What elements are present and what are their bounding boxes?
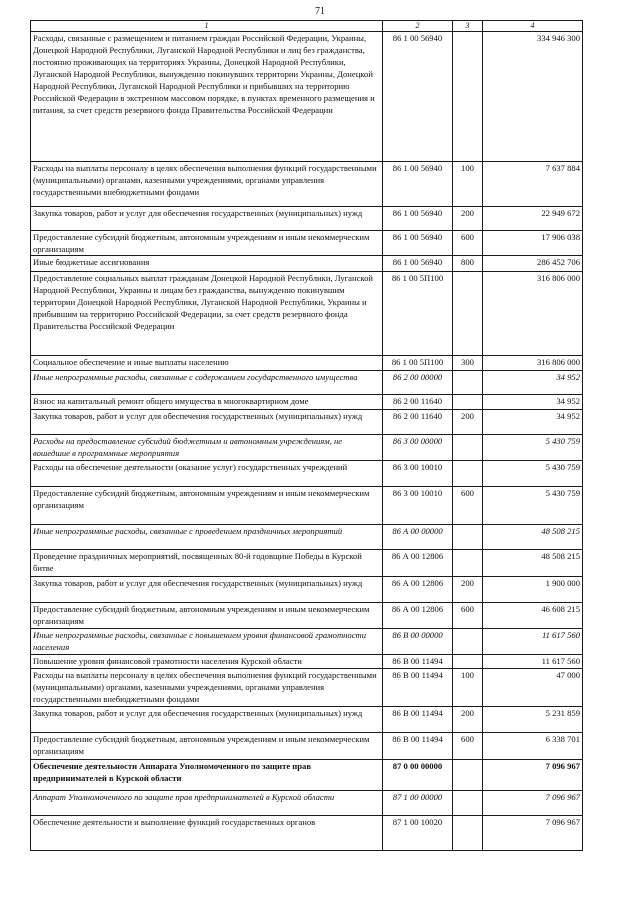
table-row [31, 733, 583, 760]
row-sum-cell: 334 946 300 [483, 32, 583, 162]
table-row [31, 760, 583, 791]
row-sum-cell: 1 900 000 [483, 577, 583, 603]
row-sum-cell: 34 952 [483, 410, 583, 435]
row-sum-cell: 34 952 [483, 371, 583, 395]
row-name-cell: Предоставление социальных выплат гражданам Донецкой Народной Республики, Луганской Народной Республики, Украины и лицам без гражданства, вынужденно покинувшим территории Донецкой Народной Республики, Луганской Народной Республики, Украины и прибывшим на территорию Российской Федерации, за счет средств резервного фонда Правительства Российской Федерации [31, 272, 383, 356]
header-row [31, 21, 583, 32]
row-code-cell: 86 1 00 5П100 [383, 356, 453, 371]
table-row [31, 395, 583, 410]
row-code-cell: 86 В 00 11494 [383, 669, 453, 707]
row-code-cell: 86 В 00 00000 [383, 629, 453, 655]
table-row [31, 487, 583, 525]
header-col-sum: 4 [483, 21, 583, 32]
row-sum-cell: 7 096 967 [483, 816, 583, 851]
table-row [31, 577, 583, 603]
table-row [31, 669, 583, 707]
table-row [31, 256, 583, 272]
table-row [31, 791, 583, 816]
row-name-cell: Расходы на выплаты персоналу в целях обеспечения выполнения функций государственными (муниципальными) органами, казенными учреждениями, органами управления государственными внебюджетными фондами [31, 162, 383, 207]
row-vr-cell [453, 435, 483, 461]
header-col-name: 1 [31, 21, 383, 32]
row-vr-cell [453, 760, 483, 791]
row-sum-cell: 316 806 000 [483, 272, 583, 356]
row-name-cell: Предоставление субсидий бюджетным, автономным учреждениям и иным некоммерческим организациям [31, 231, 383, 256]
row-sum-cell: 47 000 [483, 669, 583, 707]
row-sum-cell: 48 508 215 [483, 525, 583, 550]
table-row [31, 231, 583, 256]
row-vr-cell [453, 791, 483, 816]
row-vr-cell: 600 [453, 733, 483, 760]
row-vr-cell: 100 [453, 162, 483, 207]
row-code-cell: 86 1 00 5П100 [383, 272, 453, 356]
budget-table [30, 20, 583, 851]
row-name-cell: Повышение уровня финансовой грамотности населения Курской области [31, 655, 383, 669]
row-code-cell: 86 2 00 11640 [383, 410, 453, 435]
row-sum-cell: 34 952 [483, 395, 583, 410]
table-row [31, 655, 583, 669]
row-code-cell: 86 А 00 12806 [383, 550, 453, 577]
page-number: 71 [315, 6, 325, 17]
table-row [31, 707, 583, 733]
row-code-cell: 86 3 00 10010 [383, 461, 453, 487]
row-vr-cell: 200 [453, 410, 483, 435]
row-name-cell: Расходы на предоставление субсидий бюджетным и автономным учреждениям, не вошедшие в программные мероприятия [31, 435, 383, 461]
table-row [31, 550, 583, 577]
row-vr-cell: 200 [453, 207, 483, 231]
row-vr-cell: 100 [453, 669, 483, 707]
row-name-cell: Проведение праздничных мероприятий, посвященных 80-й годовщине Победы в Курской битве [31, 550, 383, 577]
row-sum-cell: 11 617 560 [483, 655, 583, 669]
row-code-cell: 86 А 00 12806 [383, 603, 453, 629]
row-name-cell: Предоставление субсидий бюджетным, автономным учреждениям и иным некоммерческим организациям [31, 487, 383, 525]
row-sum-cell: 6 338 701 [483, 733, 583, 760]
row-vr-cell: 600 [453, 603, 483, 629]
row-sum-cell: 7 096 967 [483, 760, 583, 791]
row-name-cell: Взнос на капитальный ремонт общего имущества в многоквартирном доме [31, 395, 383, 410]
row-vr-cell: 600 [453, 231, 483, 256]
row-name-cell: Социальное обеспечение и иные выплаты населению [31, 356, 383, 371]
row-vr-cell: 600 [453, 487, 483, 525]
row-vr-cell [453, 32, 483, 162]
row-vr-cell [453, 816, 483, 851]
table-row [31, 32, 583, 162]
table-row [31, 356, 583, 371]
row-name-cell: Расходы на выплаты персоналу в целях обеспечения выполнения функций государственными (муниципальными) органами, казенными учреждениями, органами управления государственными внебюджетными фондами [31, 669, 383, 707]
table-row [31, 525, 583, 550]
row-vr-cell [453, 629, 483, 655]
row-code-cell: 87 1 00 00000 [383, 791, 453, 816]
row-vr-cell: 200 [453, 707, 483, 733]
row-code-cell: 86 В 00 11494 [383, 707, 453, 733]
table-row [31, 461, 583, 487]
row-name-cell: Аппарат Уполномоченного по защите прав предпринимателей в Курской области [31, 791, 383, 816]
row-sum-cell: 17 906 038 [483, 231, 583, 256]
header-col-vr: 3 [453, 21, 483, 32]
row-name-cell: Закупка товаров, работ и услуг для обеспечения государственных (муниципальных) нужд [31, 410, 383, 435]
row-sum-cell: 5 430 759 [483, 461, 583, 487]
row-vr-cell: 300 [453, 356, 483, 371]
row-name-cell: Расходы на обеспечение деятельности (оказание услуг) государственных учреждений [31, 461, 383, 487]
row-name-cell: Закупка товаров, работ и услуг для обеспечения государственных (муниципальных) нужд [31, 707, 383, 733]
row-code-cell: 87 1 00 10020 [383, 816, 453, 851]
row-name-cell: Обеспечение деятельности Аппарата Уполномоченного по защите прав предпринимателей в Курской области [31, 760, 383, 791]
row-name-cell: Иные непрограммные расходы, связанные с повышением уровня финансовой грамотности населения [31, 629, 383, 655]
row-name-cell: Предоставление субсидий бюджетным, автономным учреждениям и иным некоммерческим организациям [31, 733, 383, 760]
row-code-cell: 86 3 00 10010 [383, 487, 453, 525]
row-vr-cell: 200 [453, 577, 483, 603]
row-vr-cell [453, 371, 483, 395]
table-row [31, 435, 583, 461]
table-row [31, 272, 583, 356]
table-row [31, 410, 583, 435]
row-name-cell: Закупка товаров, работ и услуг для обеспечения государственных (муниципальных) нужд [31, 577, 383, 603]
table-row [31, 371, 583, 395]
row-code-cell: 86 А 00 12806 [383, 577, 453, 603]
row-code-cell: 86 В 00 11494 [383, 733, 453, 760]
row-name-cell: Иные непрограммные расходы, связанные с проведением праздничных мероприятий [31, 525, 383, 550]
row-sum-cell: 22 949 672 [483, 207, 583, 231]
table-row [31, 629, 583, 655]
table-row [31, 816, 583, 851]
row-vr-cell: 800 [453, 256, 483, 272]
row-sum-cell: 286 452 706 [483, 256, 583, 272]
row-name-cell: Предоставление субсидий бюджетным, автономным учреждениям и иным некоммерческим организациям [31, 603, 383, 629]
row-code-cell: 86 1 00 56940 [383, 162, 453, 207]
header-col-code: 2 [383, 21, 453, 32]
row-name-cell: Закупка товаров, работ и услуг для обеспечения государственных (муниципальных) нужд [31, 207, 383, 231]
table-row [31, 603, 583, 629]
row-sum-cell: 46 608 215 [483, 603, 583, 629]
row-code-cell: 86 В 00 11494 [383, 655, 453, 669]
table-row [31, 162, 583, 207]
row-code-cell: 86 3 00 00000 [383, 435, 453, 461]
row-vr-cell [453, 395, 483, 410]
row-sum-cell: 48 508 215 [483, 550, 583, 577]
row-vr-cell [453, 272, 483, 356]
table-row [31, 207, 583, 231]
row-sum-cell: 11 617 560 [483, 629, 583, 655]
row-code-cell: 86 А 00 00000 [383, 525, 453, 550]
row-code-cell: 86 2 00 00000 [383, 371, 453, 395]
row-sum-cell: 5 430 759 [483, 487, 583, 525]
row-name-cell: Иные бюджетные ассигнования [31, 256, 383, 272]
row-name-cell: Расходы, связанные с размещением и питанием граждан Российской Федерации, Украины, Донецкой Народной Республики, Луганской Народной Республики и лиц без гражданства, постоянно проживающих на территориях Украины, Донецкой Народной Республики, Луганской Народной Республики, вынужденно покинувших территории Украины, Донецкой Народной Республики, Луганской Народной Республики и прибывших на территорию Российской Федерации в экстренном массовом порядке, в пунктах временного размещения и питания, за счет средств резервного фонда Правительства Российской Федерации [31, 32, 383, 162]
row-code-cell: 86 1 00 56940 [383, 256, 453, 272]
row-name-cell: Иные непрограммные расходы, связанные с содержанием государственного имущества [31, 371, 383, 395]
row-sum-cell: 5 231 859 [483, 707, 583, 733]
row-code-cell: 86 1 00 56940 [383, 207, 453, 231]
row-sum-cell: 7 096 967 [483, 791, 583, 816]
row-code-cell: 86 1 00 56940 [383, 231, 453, 256]
row-code-cell: 87 0 00 00000 [383, 760, 453, 791]
row-vr-cell [453, 461, 483, 487]
row-code-cell: 86 2 00 11640 [383, 395, 453, 410]
row-vr-cell [453, 550, 483, 577]
row-code-cell: 86 1 00 56940 [383, 32, 453, 162]
row-vr-cell [453, 655, 483, 669]
row-name-cell: Обеспечение деятельности и выполнение функций государственных органов [31, 816, 383, 851]
row-sum-cell: 7 637 884 [483, 162, 583, 207]
row-vr-cell [453, 525, 483, 550]
row-sum-cell: 5 430 759 [483, 435, 583, 461]
row-sum-cell: 316 806 000 [483, 356, 583, 371]
